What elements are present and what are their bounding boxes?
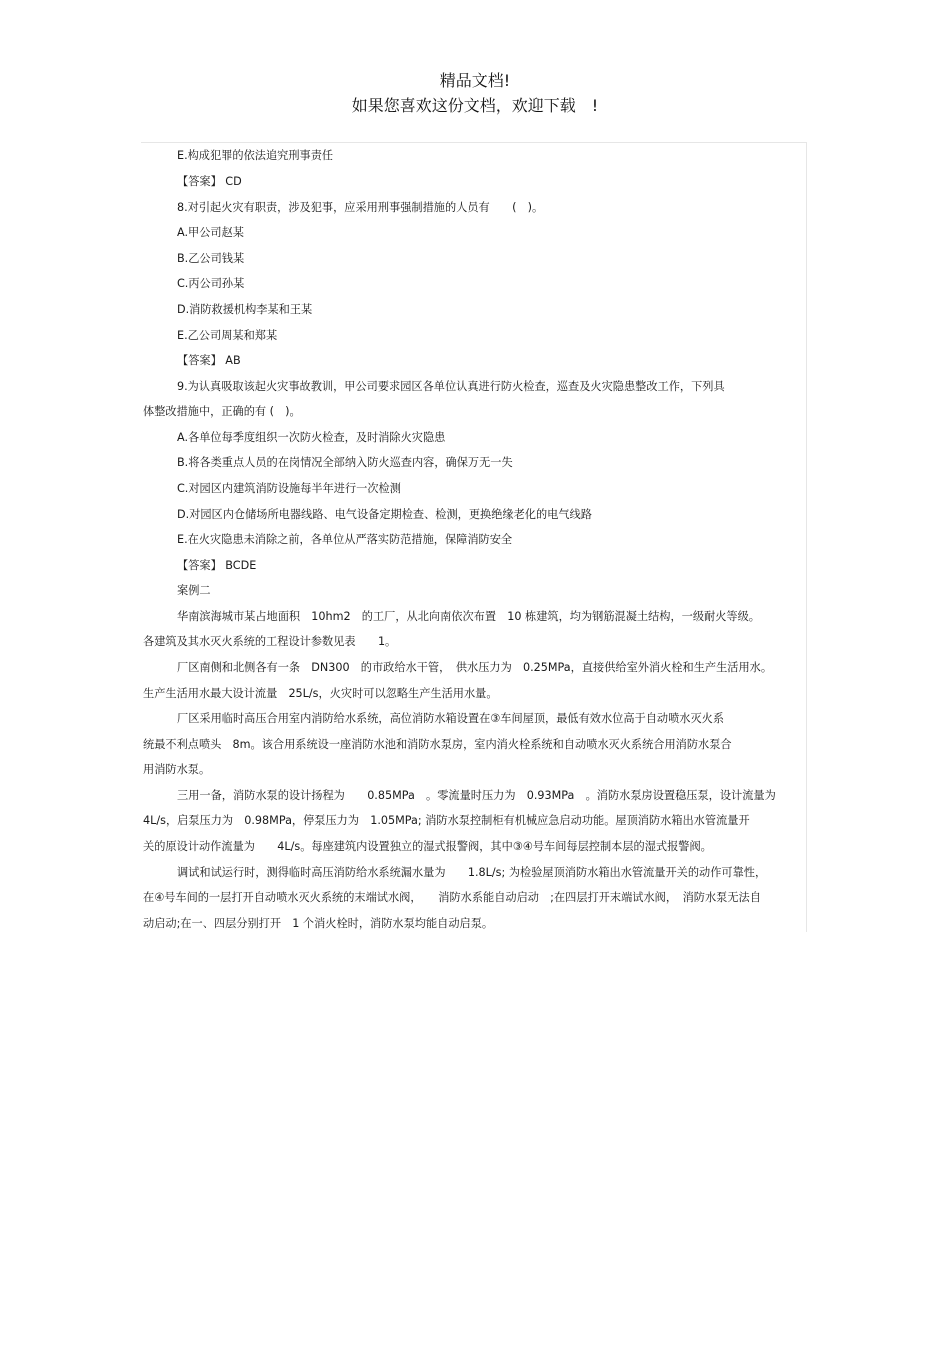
document-body: [141, 142, 807, 932]
option-line: C.对园区内建筑消防设施每半年进行一次检测: [177, 482, 401, 495]
paragraph-line: 用消防水泵。: [143, 763, 211, 776]
paragraph-line: 厂区南侧和北侧各有一条 DN300 的市政给水干管， 供水压力为 0.25MPa，直接供给室外消火栓和生产生活用水。: [177, 661, 773, 674]
answer-line: 【答案】 AB: [177, 354, 241, 367]
option-line: B.将各类重点人员的在岗情况全部纳入防火巡查内容，确保万无一失: [177, 456, 513, 469]
option-line: C.丙公司孙某: [177, 277, 245, 290]
question-line: 8.对引起火灾有职责，涉及犯事，应采用刑事强制措施的人员有 ( )。: [177, 201, 544, 214]
question-line-cont: 体整改措施中，正确的有 ( )。: [143, 405, 301, 418]
answer-line: 【答案】 BCDE: [177, 559, 257, 572]
answer-line: 【答案】 CD: [177, 175, 242, 188]
section-heading: 案例二: [177, 584, 211, 597]
page-header: [0, 68, 950, 118]
option-line: E.在火灾隐患未消除之前，各单位从严落实防范措施，保障消防安全: [177, 533, 513, 546]
option-line: B.乙公司钱某: [177, 252, 245, 265]
paragraph-line: 厂区采用临时高压合用室内消防给水系统，高位消防水箱设置在③车间屋顶，最低有效水位高于自动喷水灭火系: [177, 712, 725, 725]
paragraph-line: 各建筑及其水灭火系统的工程设计参数见表 1。: [143, 635, 397, 648]
option-line: A.甲公司赵某: [177, 226, 244, 239]
paragraph-line: 动启动;在一、四层分别打开 1 个消火栓时，消防水泵均能自动启泵。: [143, 917, 494, 930]
option-line: D.消防救援机构李某和王某: [177, 303, 313, 316]
header-subtitle: 如果您喜欢这份文档，欢迎下载 !: [351, 96, 599, 115]
paragraph-line: 三用一备，消防水泵的设计扬程为 0.85MPa 。零流量时压力为 0.93MPa 。消防水泵房设置稳压泵，设计流量为: [177, 789, 776, 802]
text-line: E.构成犯罪的依法追究刑事责任: [177, 149, 334, 162]
paragraph-line: 在④号车间的一层打开自动喷水灭火系统的末端试水阀， 消防水系能自动启动 ;在四层打开末端试水阀， 消防水泵无法自: [143, 891, 761, 904]
option-line: E.乙公司周某和郑某: [177, 329, 278, 342]
paragraph-line: 华南滨海城市某占地面积 10hm2 的工厂，从北向南依次布置 10 栋建筑，均为钢筋混凝土结构，一级耐火等级。: [177, 610, 760, 623]
paragraph-line: 生产生活用水最大设计流量 25L/s，火灾时可以忽略生产生活用水量。: [143, 687, 498, 700]
question-line: 9.为认真吸取该起火灾事故教训，甲公司要求园区各单位认真进行防火检查，巡查及火灾隐患整改工作，下列具: [177, 380, 725, 393]
paragraph-line: 调试和试运行时，测得临时高压消防给水系统漏水量为 1.8L/s; 为检验屋顶消防水箱出水管流量开关的动作可靠性，: [177, 866, 767, 879]
option-line: A.各单位每季度组织一次防火检查，及时消除火灾隐患: [177, 431, 446, 444]
header-title: 精品文档!: [439, 71, 511, 90]
option-line: D.对园区内仓储场所电器线路、电气设备定期检查、检测，更换绝缘老化的电气线路: [177, 508, 592, 521]
paragraph-line: 4L/s，启泵压力为 0.98MPa，停泵压力为 1.05MPa; 消防水泵控制柜有机械应急启动功能。屋顶消防水箱出水管流量开: [143, 814, 750, 827]
paragraph-line: 关的原设计动作流量为 4L/s。每座建筑内设置独立的湿式报警阀，其中③④号车间每层控制本层的湿式报警阀。: [143, 840, 712, 853]
paragraph-line: 统最不利点喷头 8m。该合用系统设一座消防水池和消防水泵房，室内消火栓系统和自动喷水灭火系统合用消防水泵合: [143, 738, 732, 751]
